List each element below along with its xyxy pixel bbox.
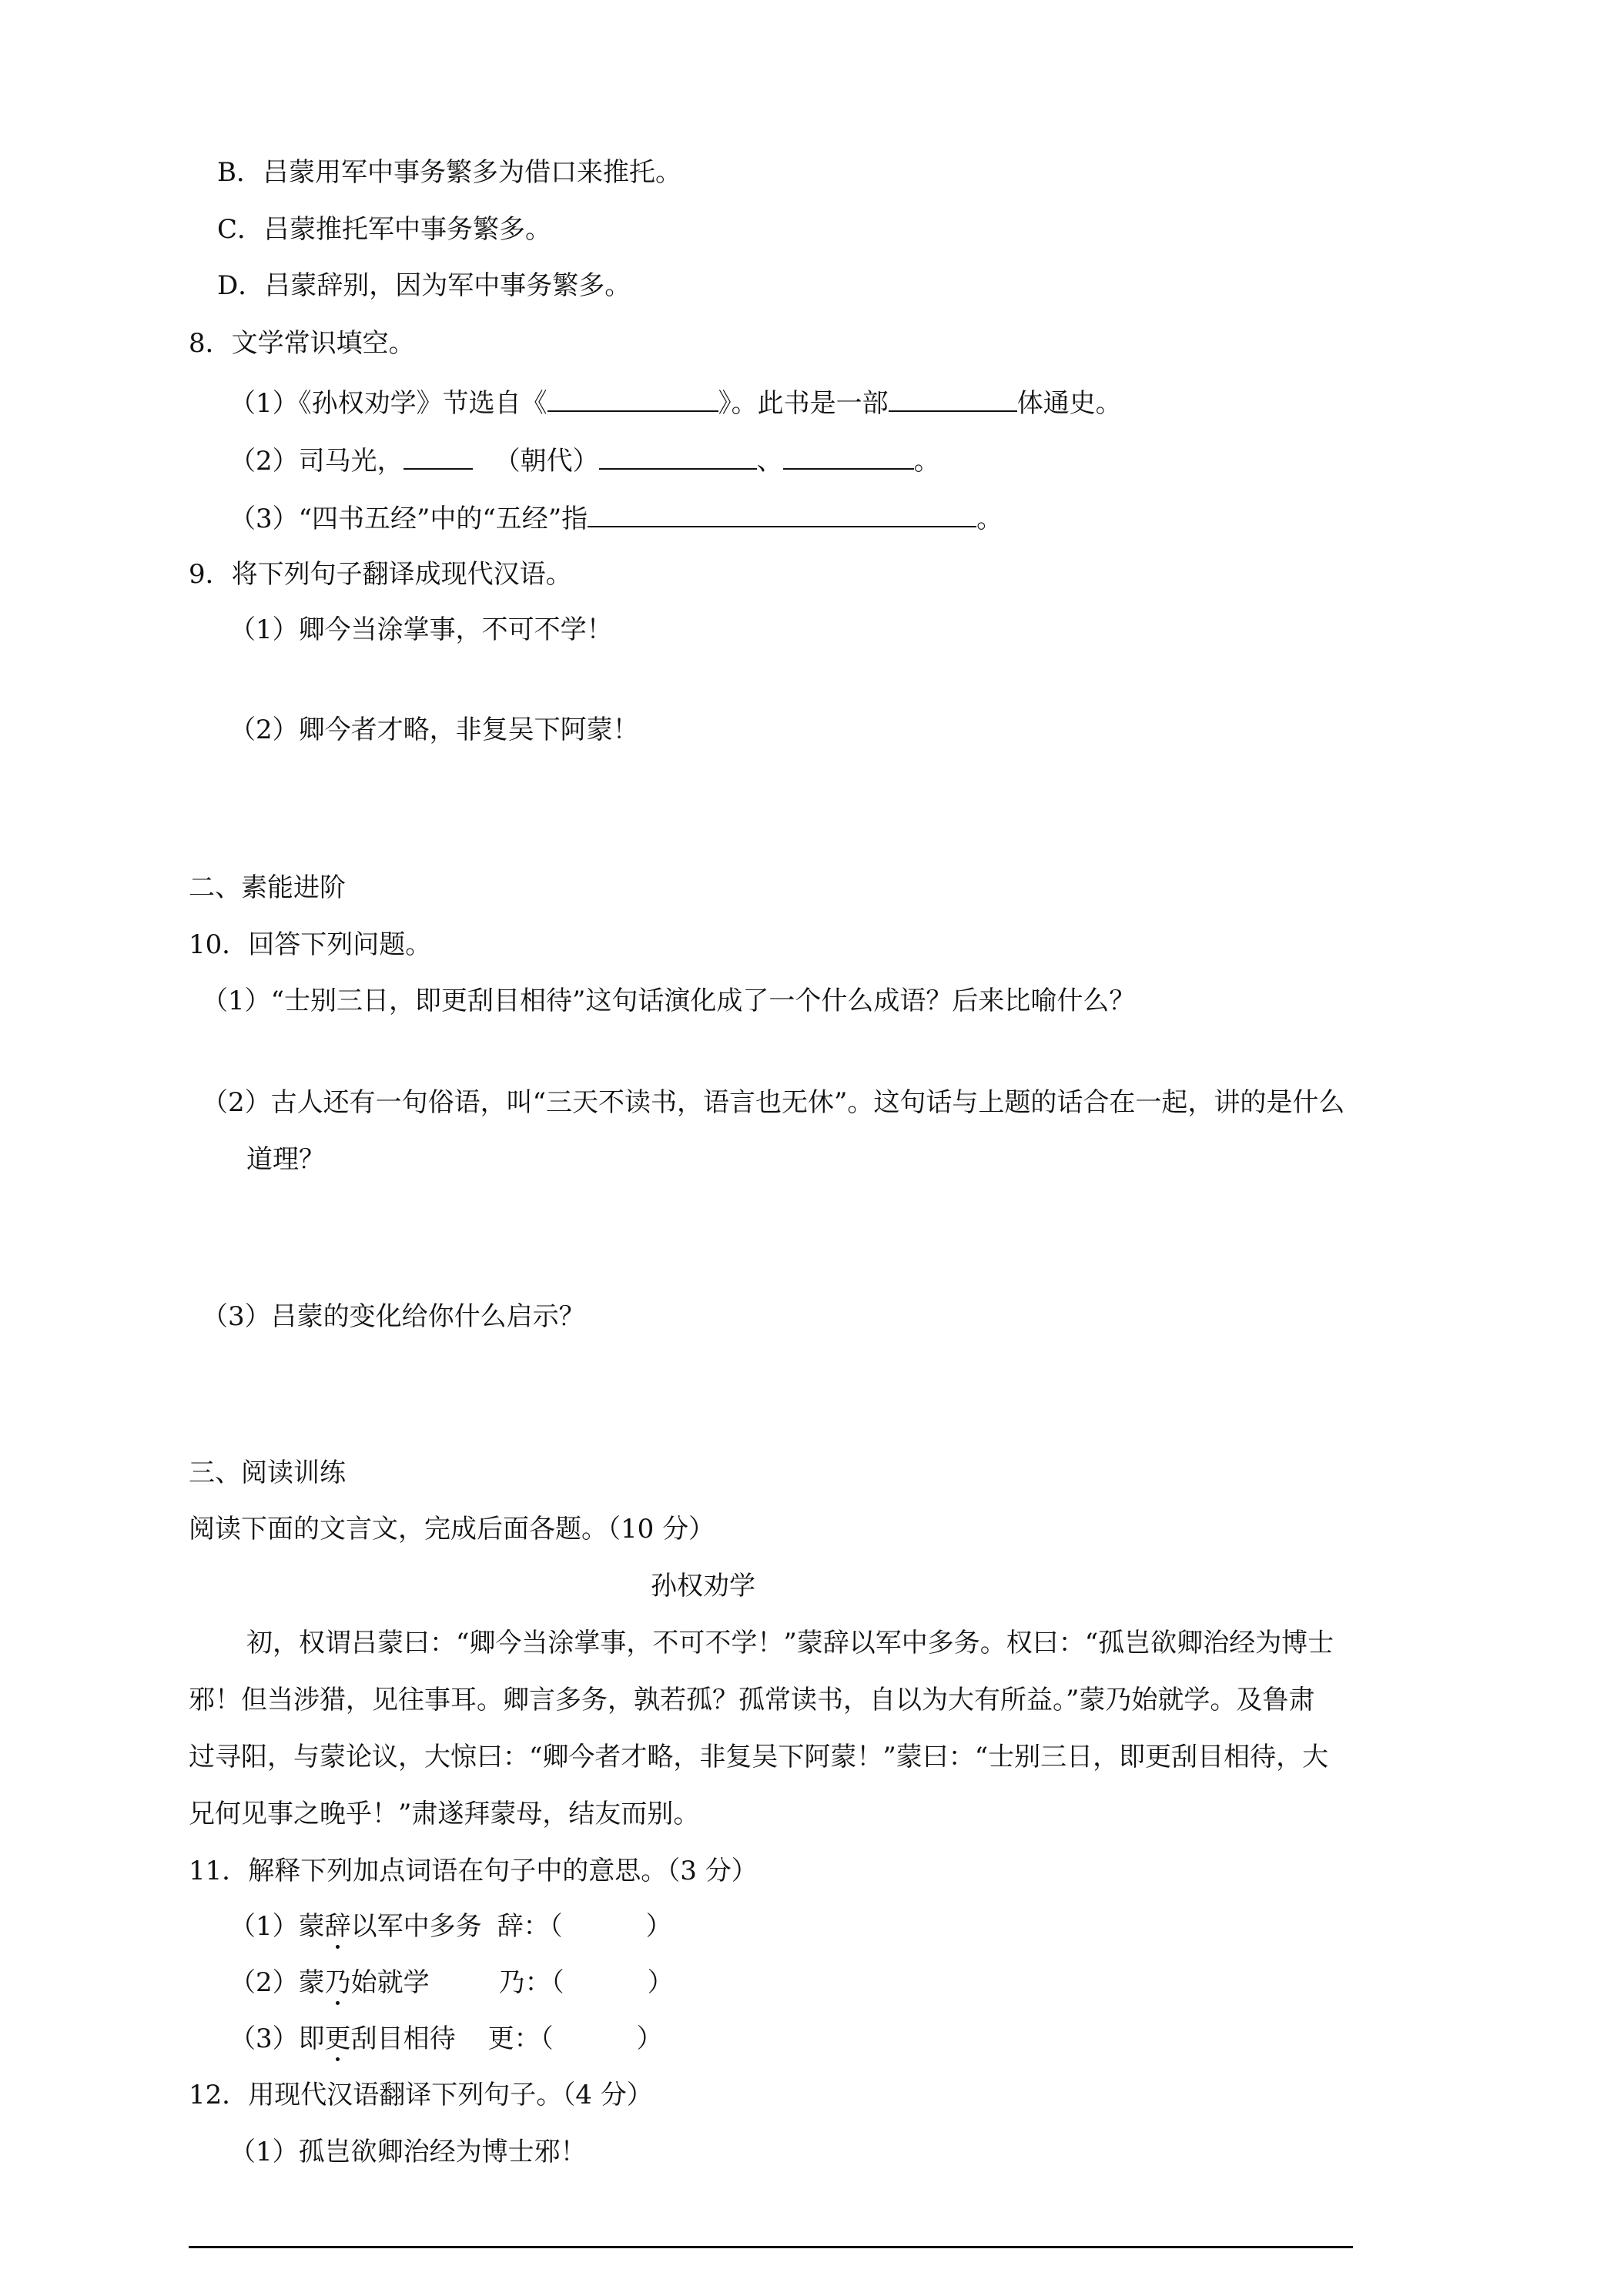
footer-divider [189, 2246, 1353, 2248]
q8-item-2 [229, 443, 940, 477]
section-2-heading: 二、素能进阶 [189, 872, 346, 903]
q12-item-1: （1）孤岂欲卿治经为博士邪！ [229, 2137, 587, 2167]
q8-title: 8．文学常识填空。 [189, 328, 415, 359]
q10-title: 10．回答下列问题。 [189, 929, 432, 960]
q11-item-1-close: ） [645, 1911, 672, 1942]
q8-item-2-post: 。 [913, 446, 940, 477]
q11-item-3-word: 更：（ [487, 2023, 554, 2054]
answer-blank [588, 501, 976, 527]
q8-item-1-pre: （1）《孙权劝学》节选自《 [229, 388, 547, 419]
q11-item-3-text: 刮目相待 [350, 2023, 456, 2054]
q9-title: 9．将下列句子翻译成现代汉语。 [189, 559, 572, 590]
q11-item-1-text: （1）蒙 [229, 1911, 325, 1942]
q10-item-2-cont: 道理？ [246, 1144, 325, 1175]
q11-item-3-close: ） [636, 2023, 663, 2054]
answer-blank [547, 386, 718, 412]
q7-option-d: D．吕蒙辞别，因为军中事务繁多。 [217, 270, 631, 301]
emphasis-dot-word: 乃 [324, 1967, 351, 1998]
q11-item-2-text: （2）蒙 [229, 1967, 325, 1998]
answer-blank [889, 386, 1017, 412]
q11-title: 11．解释下列加点词语在句子中的意思。（3 分） [189, 1856, 758, 1886]
q11-item-2 [229, 1967, 674, 1998]
q11-item-1 [229, 1911, 672, 1942]
passage-line: 邪！但当涉猎，见往事耳。卿言多务，孰若孤？孤常读书，自以为大有所益。”蒙乃始就学。及鲁肃 [189, 1685, 1315, 1715]
q10-item-1: （1）“士别三日，即更刮目相待”这句话演化成了一个什么成语？后来比喻什么？ [202, 986, 1136, 1016]
passage-line: 兄何见事之晚乎！”肃遂拜蒙母，结友而别。 [189, 1799, 700, 1829]
q11-item-3-text: （3）即 [229, 2023, 325, 2054]
q7-option-c: C．吕蒙推托军中事务繁多。 [217, 214, 552, 245]
q10-item-2: （2）古人还有一句俗语，叫“三天不读书，语言也无休”。这句话与上题的话合在一起，讲的是什么 [202, 1087, 1345, 1118]
emphasis-dot-word: 更 [324, 2023, 351, 2054]
answer-blank [783, 443, 914, 470]
passage-line: 过寻阳，与蒙论议，大惊曰：“卿今者才略，非复吴下阿蒙！”蒙曰：“士别三日，即更刮目相待，大 [189, 1742, 1329, 1772]
q11-item-2-close: ） [647, 1967, 674, 1998]
q11-item-3 [229, 2023, 663, 2054]
q8-item-3-pre: （3）“四书五经”中的“五经”指 [229, 504, 588, 534]
q12-title: 12．用现代汉语翻译下列句子。（4 分） [189, 2080, 653, 2110]
q8-item-3-post: 。 [976, 504, 1003, 534]
q10-item-3: （3）吕蒙的变化给你什么启示？ [202, 1301, 585, 1332]
passage-title: 孙权劝学 [651, 1571, 755, 1602]
q8-item-1 [229, 386, 1122, 419]
q8-item-3 [229, 501, 1003, 534]
emphasis-dot-word: 辞 [324, 1911, 351, 1942]
q8-item-2-sep: 、 [756, 446, 783, 477]
q8-item-2-mid: （朝代） [494, 446, 599, 477]
section-3-heading: 三、阅读训练 [189, 1458, 346, 1488]
q9-item-1: （1）卿今当涂掌事，不可不学！ [229, 614, 613, 645]
answer-blank [599, 443, 757, 470]
answer-blank [403, 443, 473, 470]
q7-option-b: B．吕蒙用军中事务繁多为借口来推托。 [217, 157, 681, 188]
q9-item-2: （2）卿今者才略，非复吴下阿蒙！ [229, 715, 639, 745]
q11-item-1-text: 以军中多务 [350, 1911, 482, 1942]
q8-item-1-mid: 》。此书是一部 [718, 388, 889, 419]
q11-item-2-word: 乃：（ [498, 1967, 564, 1998]
q11-item-2-text: 始就学 [350, 1967, 430, 1998]
q8-item-2-pre: （2）司马光， [229, 446, 403, 477]
q8-item-1-post: 体通史。 [1016, 388, 1122, 419]
q11-item-1-word: 辞：（ [497, 1911, 563, 1942]
passage-line: 初，权谓吕蒙曰：“卿今当涂掌事，不可不学！”蒙辞以军中多务。权曰：“孤岂欲卿治经为博士 [246, 1628, 1334, 1658]
reading-instruction: 阅读下面的文言文，完成后面各题。（10 分） [189, 1514, 715, 1545]
